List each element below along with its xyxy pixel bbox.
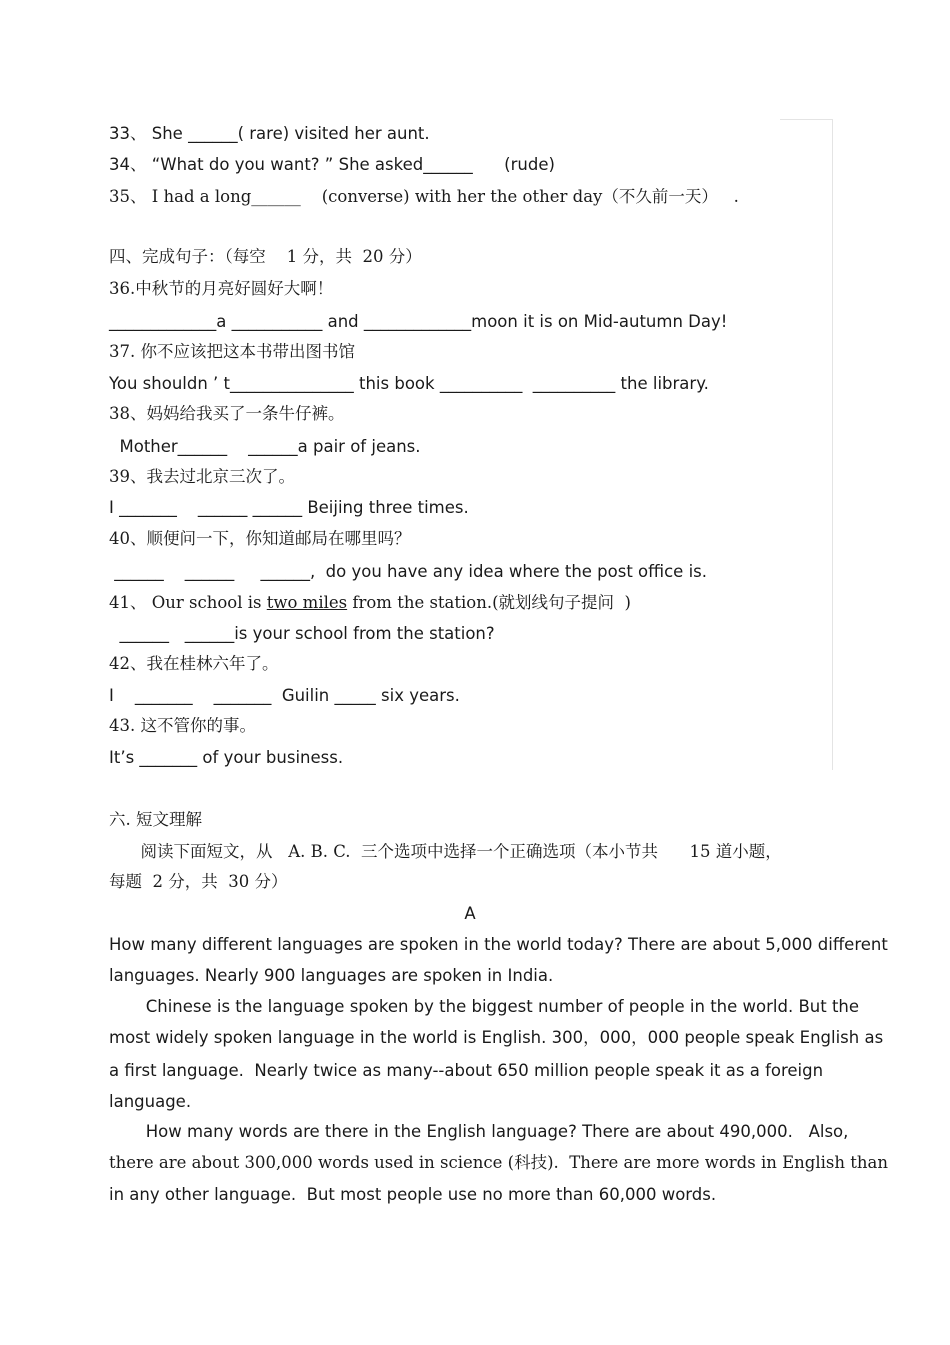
passage-paragraph-3-line-3: in any other language. But most people use no more than 60,000 words. <box>109 1185 717 1204</box>
question-41-before: 41、 Our school is <box>109 593 267 612</box>
section-6-heading: 六. 短文理解 <box>109 810 202 829</box>
section-4-heading: 四、完成句子：（每空 1 分，共 20 分） <box>109 247 422 266</box>
passage-paragraph-1-line-1: How many different languages are spoken in the world today? There are about 5,000 different <box>109 935 888 954</box>
question-41 <box>109 592 631 614</box>
question-35: 35、 I had a long______ (converse) with her the other day（不久前一天） . <box>109 187 739 206</box>
question-40-english: ______ ______ ______, do you have any idea where the post office is. <box>109 562 707 581</box>
passage-paragraph-3-line-2: there are about 300,000 words used in science (科技). There are more words in English than <box>109 1153 888 1172</box>
passage-paragraph-2-line-2: most widely spoken language in the world is English. 300，000，000 people speak English as <box>109 1028 884 1047</box>
question-33: 33、 She ______( rare) visited her aunt. <box>109 124 430 143</box>
question-42-chinese: 42、我在桂林六年了。 <box>109 654 279 673</box>
section-6-instruction-2: 每题 2 分，共 30 分） <box>109 872 288 891</box>
question-34: 34、 “What do you want? ” She asked______ (rude) <box>109 155 555 174</box>
question-36-english: _____________a ___________ and _____________moon it is on Mid-autumn Day! <box>109 312 728 331</box>
table-border-right <box>832 120 833 770</box>
question-43-english: It’s _______ of your business. <box>109 748 344 767</box>
question-37-chinese: 37. 你不应该把这本书带出图书馆 <box>109 342 355 361</box>
question-36-chinese: 36.中秋节的月亮好圆好大啊！ <box>109 279 334 298</box>
passage-label: A <box>464 904 476 923</box>
passage-paragraph-2-line-1: Chinese is the language spoken by the biggest number of people in the world. But the <box>109 997 860 1016</box>
question-37-english: You shouldn ’ t_______________ this book __________ __________ the library. <box>109 374 709 393</box>
question-42-english: I _______ _______ Guilin _____ six years. <box>109 686 460 705</box>
question-38-english: Mother______ ______a pair of jeans. <box>109 437 421 456</box>
question-38-chinese: 38、妈妈给我买了一条牛仔裤。 <box>109 404 345 423</box>
table-border-top <box>780 119 833 120</box>
question-39-english: I _______ ______ ______ Beijing three times. <box>109 498 469 517</box>
section-6-instruction-1: 阅读下面短文，从 A. B. C. 三个选项中选择一个正确选项（本小节共 15 道小题， <box>109 842 782 861</box>
passage-paragraph-1-line-2: languages. Nearly 900 languages are spoken in India. <box>109 966 554 985</box>
passage-paragraph-3-line-1: How many words are there in the English language? There are about 490,000. Also, <box>109 1122 849 1141</box>
question-41-after: from the station.(就划线句子提问 ) <box>347 593 631 612</box>
passage-paragraph-2-line-3: a first language. Nearly twice as many--about 650 million people speak it as a foreign <box>109 1061 824 1080</box>
question-41-answer: ______ ______is your school from the station? <box>109 624 495 643</box>
question-40-chinese: 40、顺便问一下，你知道邮局在哪里吗？ <box>109 529 411 548</box>
question-41-underlined: two miles <box>266 593 348 612</box>
question-39-chinese: 39、我去过北京三次了。 <box>109 467 295 486</box>
passage-paragraph-2-line-4: language. <box>109 1092 192 1111</box>
question-43-chinese: 43. 这不管你的事。 <box>109 716 256 735</box>
